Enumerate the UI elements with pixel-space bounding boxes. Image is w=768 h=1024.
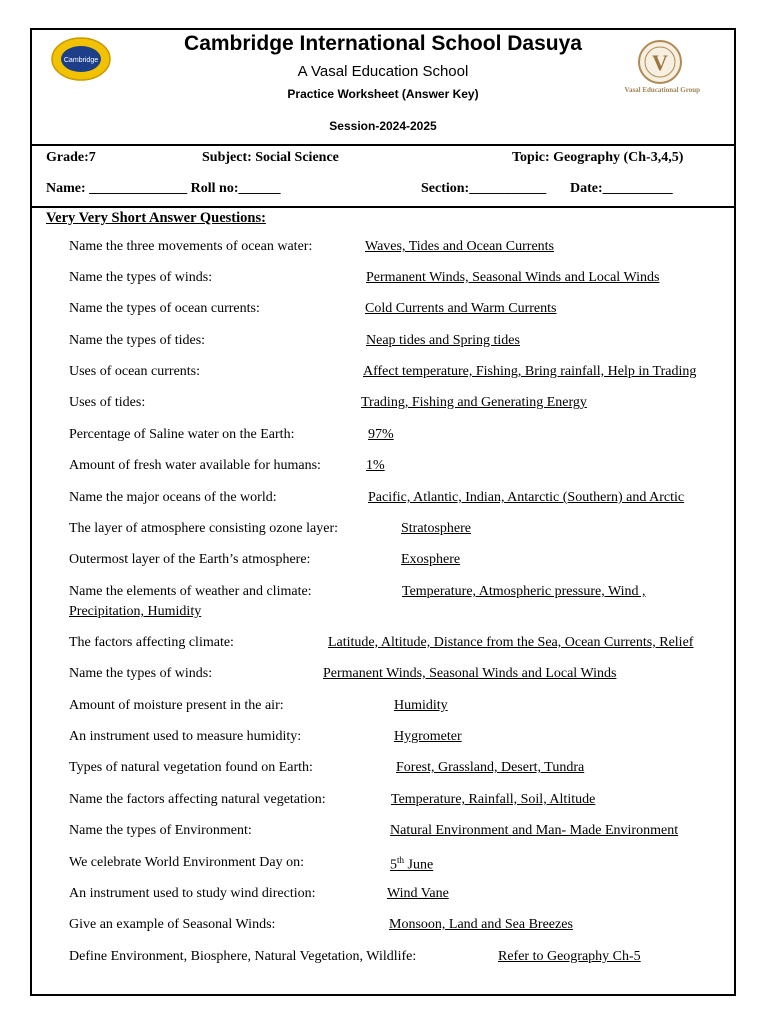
topic-label: Topic: Geography (Ch-3,4,5)	[512, 150, 684, 165]
question-row	[32, 886, 734, 910]
answer-text: Stratosphere	[401, 521, 471, 536]
answer-text: Neap tides and Spring tides	[366, 333, 520, 348]
question-text: Uses of tides:	[69, 395, 146, 410]
answer-day: 5	[390, 857, 397, 873]
answer-text: Permanent Winds, Seasonal Winds and Local Winds	[366, 270, 660, 285]
school-logo-text: Cambridge	[63, 57, 99, 64]
question-text: An instrument used to measure humidity:	[69, 729, 302, 744]
question-row	[32, 239, 734, 263]
question-text: Amount of moisture present in the air:	[69, 698, 284, 713]
question-row	[32, 760, 734, 784]
question-row	[32, 458, 734, 482]
question-row	[32, 333, 734, 357]
date-field: Date:__________	[570, 181, 673, 196]
question-text: Types of natural vegetation found on Earth:	[69, 760, 313, 775]
question-row	[32, 395, 734, 419]
question-row	[32, 855, 734, 879]
question-text: Give an example of Seasonal Winds:	[69, 917, 276, 932]
question-row	[32, 584, 734, 619]
school-subtitle: A Vasal Education School	[297, 63, 469, 80]
worksheet-page	[30, 28, 736, 996]
question-text: Name the types of winds:	[69, 270, 213, 285]
answer-text: Forest, Grassland, Desert, Tundra	[396, 760, 585, 775]
question-row	[32, 490, 734, 514]
answer-continuation: Precipitation, Humidity	[69, 604, 202, 619]
answer-text: Exosphere	[401, 552, 461, 567]
question-row	[32, 552, 734, 576]
question-row	[32, 949, 734, 973]
answer-text: Hygrometer	[394, 729, 462, 744]
grade-label: Grade:7	[46, 150, 96, 165]
answer-month: June	[404, 857, 434, 873]
answer-text: Wind Vane	[387, 886, 449, 901]
question-row	[32, 635, 734, 659]
answer-text: Natural Environment and Man- Made Environment	[390, 823, 679, 838]
section-field: Section:___________	[421, 181, 547, 196]
answer-ordinal: th	[397, 855, 405, 865]
question-row	[32, 301, 734, 325]
question-row	[32, 427, 734, 451]
section-title: Very Very Short Answer Questions:	[46, 210, 266, 226]
answer-text: Permanent Winds, Seasonal Winds and Local Winds	[323, 666, 617, 681]
question-row	[32, 823, 734, 847]
question-text: Name the major oceans of the world:	[69, 490, 277, 505]
question-row	[32, 666, 734, 690]
answer-text: Affect temperature, Fishing, Bring rainfall, Help in Trading	[363, 364, 697, 379]
answer-text: Pacific, Atlantic, Indian, Antarctic (Southern) and Arctic	[368, 490, 685, 505]
answer-text: Monsoon, Land and Sea Breezes	[389, 917, 573, 932]
question-row	[32, 364, 734, 388]
question-row	[32, 521, 734, 545]
question-text: Outermost layer of the Earth’s atmosphere:	[69, 552, 311, 567]
question-text: The layer of atmosphere consisting ozone layer:	[69, 521, 339, 536]
question-text: Name the types of winds:	[69, 666, 213, 681]
subject-label: Subject: Social Science	[202, 150, 339, 165]
answer-text: Humidity	[394, 698, 448, 713]
name-rollno-field: Name: ______________ Roll no:______	[46, 181, 281, 196]
question-text: Name the types of tides:	[69, 333, 206, 348]
vasal-logo-letter: V	[652, 50, 668, 75]
session-label: Session-2024-2025	[329, 119, 437, 133]
answer-text: Latitude, Altitude, Distance from the Sea, Ocean Currents, Relief	[328, 635, 694, 650]
answer-text: 1%	[366, 458, 385, 473]
answer-text: Trading, Fishing and Generating Energy	[361, 395, 587, 410]
question-text: An instrument used to study wind direction:	[69, 886, 316, 901]
answer-text: Cold Currents and Warm Currents	[365, 301, 557, 316]
header	[32, 30, 734, 146]
question-row	[32, 270, 734, 294]
question-text: The factors affecting climate:	[69, 635, 234, 650]
vasal-logo-caption: Vasal Educational Group	[624, 86, 700, 94]
answer-text: Temperature, Rainfall, Soil, Altitude	[391, 792, 596, 807]
question-text: Name the elements of weather and climate:	[69, 584, 312, 599]
answer-text: Waves, Tides and Ocean Currents	[365, 239, 555, 254]
question-text: Name the three movements of ocean water:	[69, 239, 313, 254]
question-row	[32, 698, 734, 722]
question-text: Name the factors affecting natural vegetation:	[69, 792, 326, 807]
question-text: We celebrate World Environment Day on:	[69, 855, 305, 870]
question-row	[32, 792, 734, 816]
question-row	[32, 729, 734, 753]
question-text: Name the types of ocean currents:	[69, 301, 260, 316]
answer-text: Refer to Geography Ch-5	[498, 949, 641, 964]
question-text: Name the types of Environment:	[69, 823, 252, 838]
answer-text: 97%	[368, 427, 394, 442]
answer-text: Temperature, Atmospheric pressure, Wind ,	[402, 584, 646, 599]
question-text: Uses of ocean currents:	[69, 364, 201, 379]
answer-text	[390, 855, 433, 874]
question-text: Define Environment, Biosphere, Natural Vegetation, Wildlife:	[69, 949, 417, 964]
student-info	[32, 146, 734, 208]
question-row	[32, 917, 734, 941]
worksheet-title: Practice Worksheet (Answer Key)	[287, 87, 479, 101]
school-name: Cambridge International School Dasuya	[184, 32, 582, 55]
question-text: Percentage of Saline water on the Earth:	[69, 427, 295, 442]
question-text: Amount of fresh water available for humans:	[69, 458, 321, 473]
